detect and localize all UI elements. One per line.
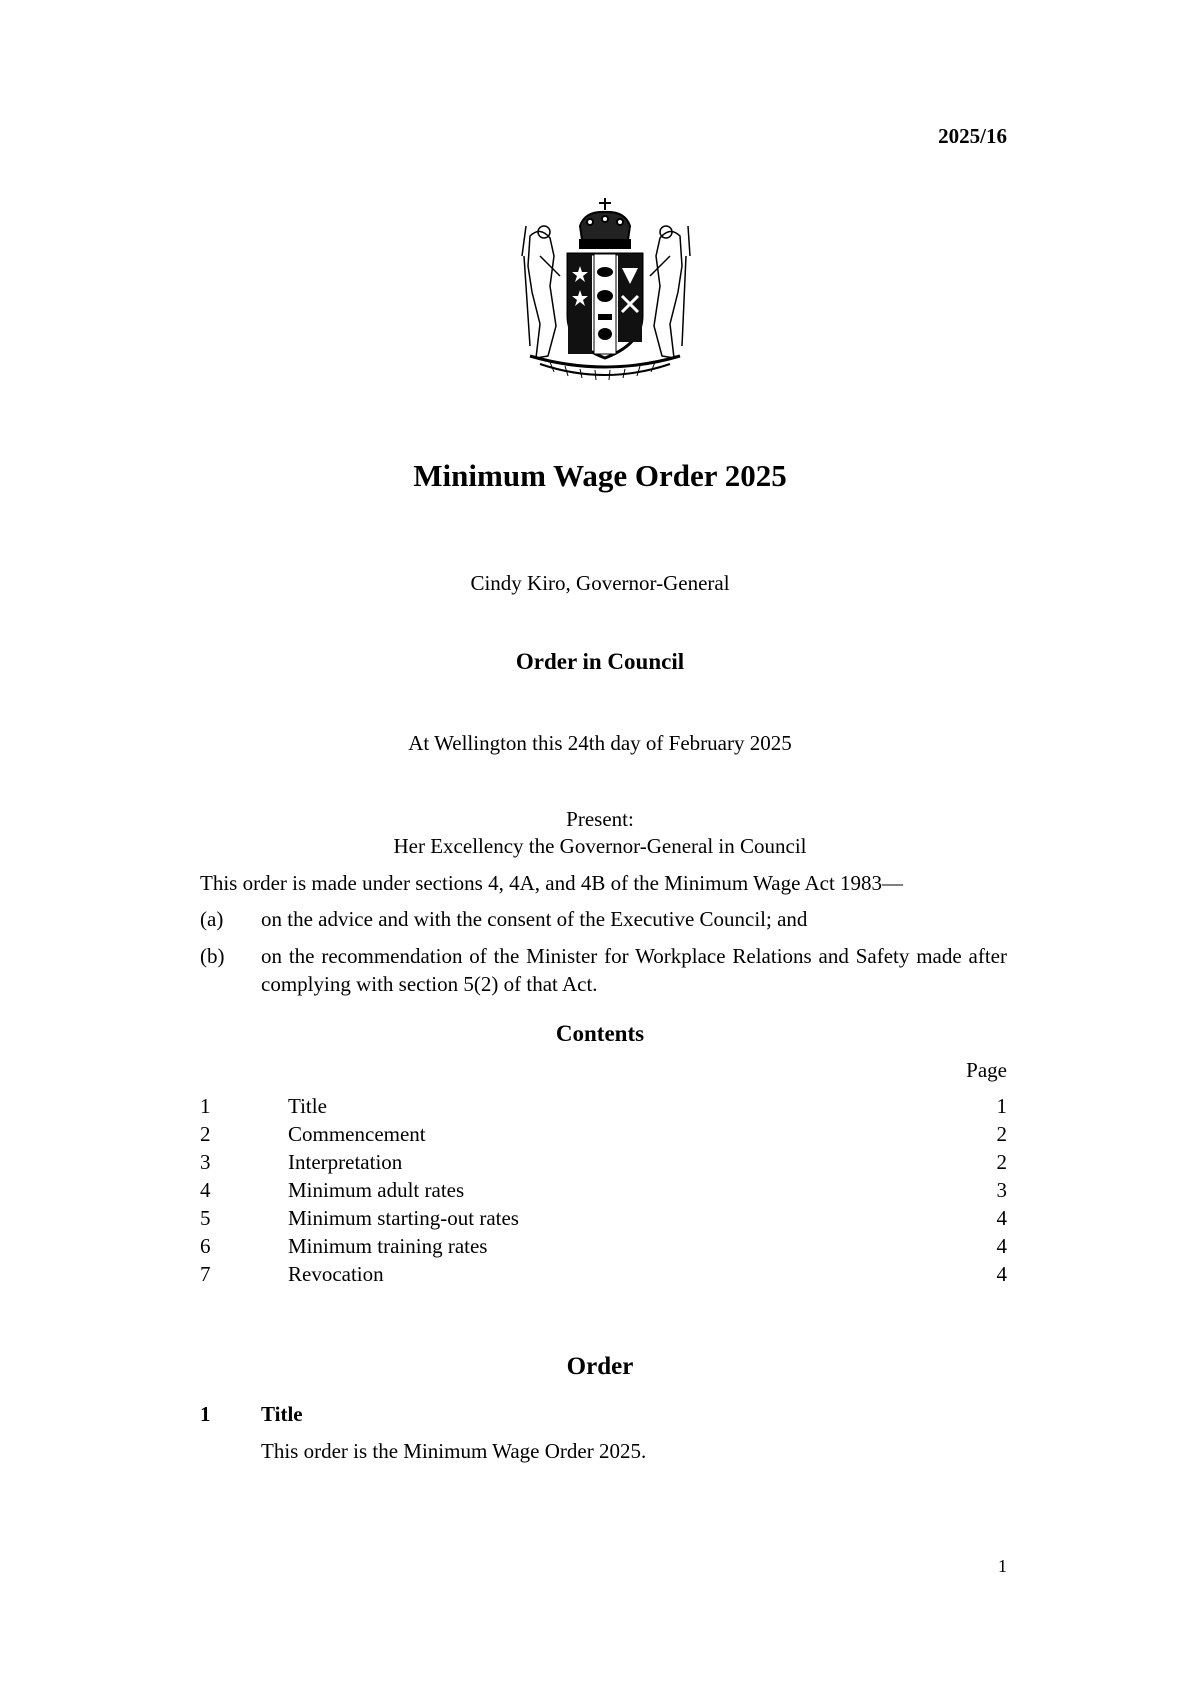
toc-title: Commencement xyxy=(288,1122,426,1146)
paragraph-text: on the recommendation of the Minister for Workplace Relations and Safety made after complying with section 5(2) of that Act. xyxy=(261,944,1007,996)
toc-number: 5 xyxy=(200,1206,211,1230)
toc-page: 4 xyxy=(996,1262,1007,1286)
toc-title: Minimum training rates xyxy=(288,1234,488,1258)
toc-title: Revocation xyxy=(288,1262,384,1286)
toc-title: Interpretation xyxy=(288,1150,403,1174)
toc-number: 6 xyxy=(200,1234,211,1258)
section-text: This order is the Minimum Wage Order 2025. xyxy=(261,1439,647,1463)
nz-coat-of-arms-icon xyxy=(510,196,700,381)
toc-number: 1 xyxy=(200,1094,211,1118)
toc-entry[interactable] xyxy=(200,1150,1007,1178)
toc-page: 1 xyxy=(996,1094,1007,1118)
toc-number: 4 xyxy=(200,1178,211,1202)
order-heading: Order xyxy=(566,1353,634,1380)
place-and-date: At Wellington this 24th day of February 2025 xyxy=(408,731,792,755)
contents-heading: Contents xyxy=(555,1021,645,1046)
toc-page: 3 xyxy=(996,1178,1007,1202)
document-title: Minimum Wage Order 2025 xyxy=(413,458,787,493)
toc-title: Minimum adult rates xyxy=(288,1178,465,1202)
paragraph-label: (a) xyxy=(200,907,224,931)
toc-entry[interactable] xyxy=(200,1122,1007,1150)
paragraph-text: on the advice and with the consent of the Executive Council; and xyxy=(261,907,808,931)
section-title: Title xyxy=(261,1402,303,1426)
order-type-heading: Order in Council xyxy=(515,649,685,674)
contents-page-label: Page xyxy=(966,1058,1007,1082)
toc-page: 2 xyxy=(996,1122,1007,1146)
section-number: 1 xyxy=(200,1402,211,1426)
toc-entry[interactable] xyxy=(200,1178,1007,1206)
toc-page: 2 xyxy=(996,1150,1007,1174)
toc-title: Title xyxy=(288,1094,327,1118)
toc-entry[interactable] xyxy=(200,1206,1007,1234)
present-who: Her Excellency the Governor-General in Council xyxy=(393,834,807,858)
toc-number: 2 xyxy=(200,1122,211,1146)
toc-entry[interactable] xyxy=(200,1262,1007,1290)
present-label: Present: xyxy=(566,807,634,831)
toc-number: 3 xyxy=(200,1150,211,1174)
toc-entry[interactable] xyxy=(200,1234,1007,1262)
toc-page: 4 xyxy=(996,1206,1007,1230)
toc-page: 4 xyxy=(996,1234,1007,1258)
footer-page-number: 1 xyxy=(998,1556,1007,1576)
enabling-statement: This order is made under sections 4, 4A, and 4B of the Minimum Wage Act 1983— xyxy=(200,871,904,895)
toc-number: 7 xyxy=(200,1262,211,1286)
paragraph-label: (b) xyxy=(200,944,225,968)
toc-title: Minimum starting-out rates xyxy=(288,1206,519,1230)
signatory: Cindy Kiro, Governor-General xyxy=(470,571,730,595)
toc-entry[interactable] xyxy=(200,1094,1007,1122)
serial-number: 2025/16 xyxy=(938,124,1007,148)
